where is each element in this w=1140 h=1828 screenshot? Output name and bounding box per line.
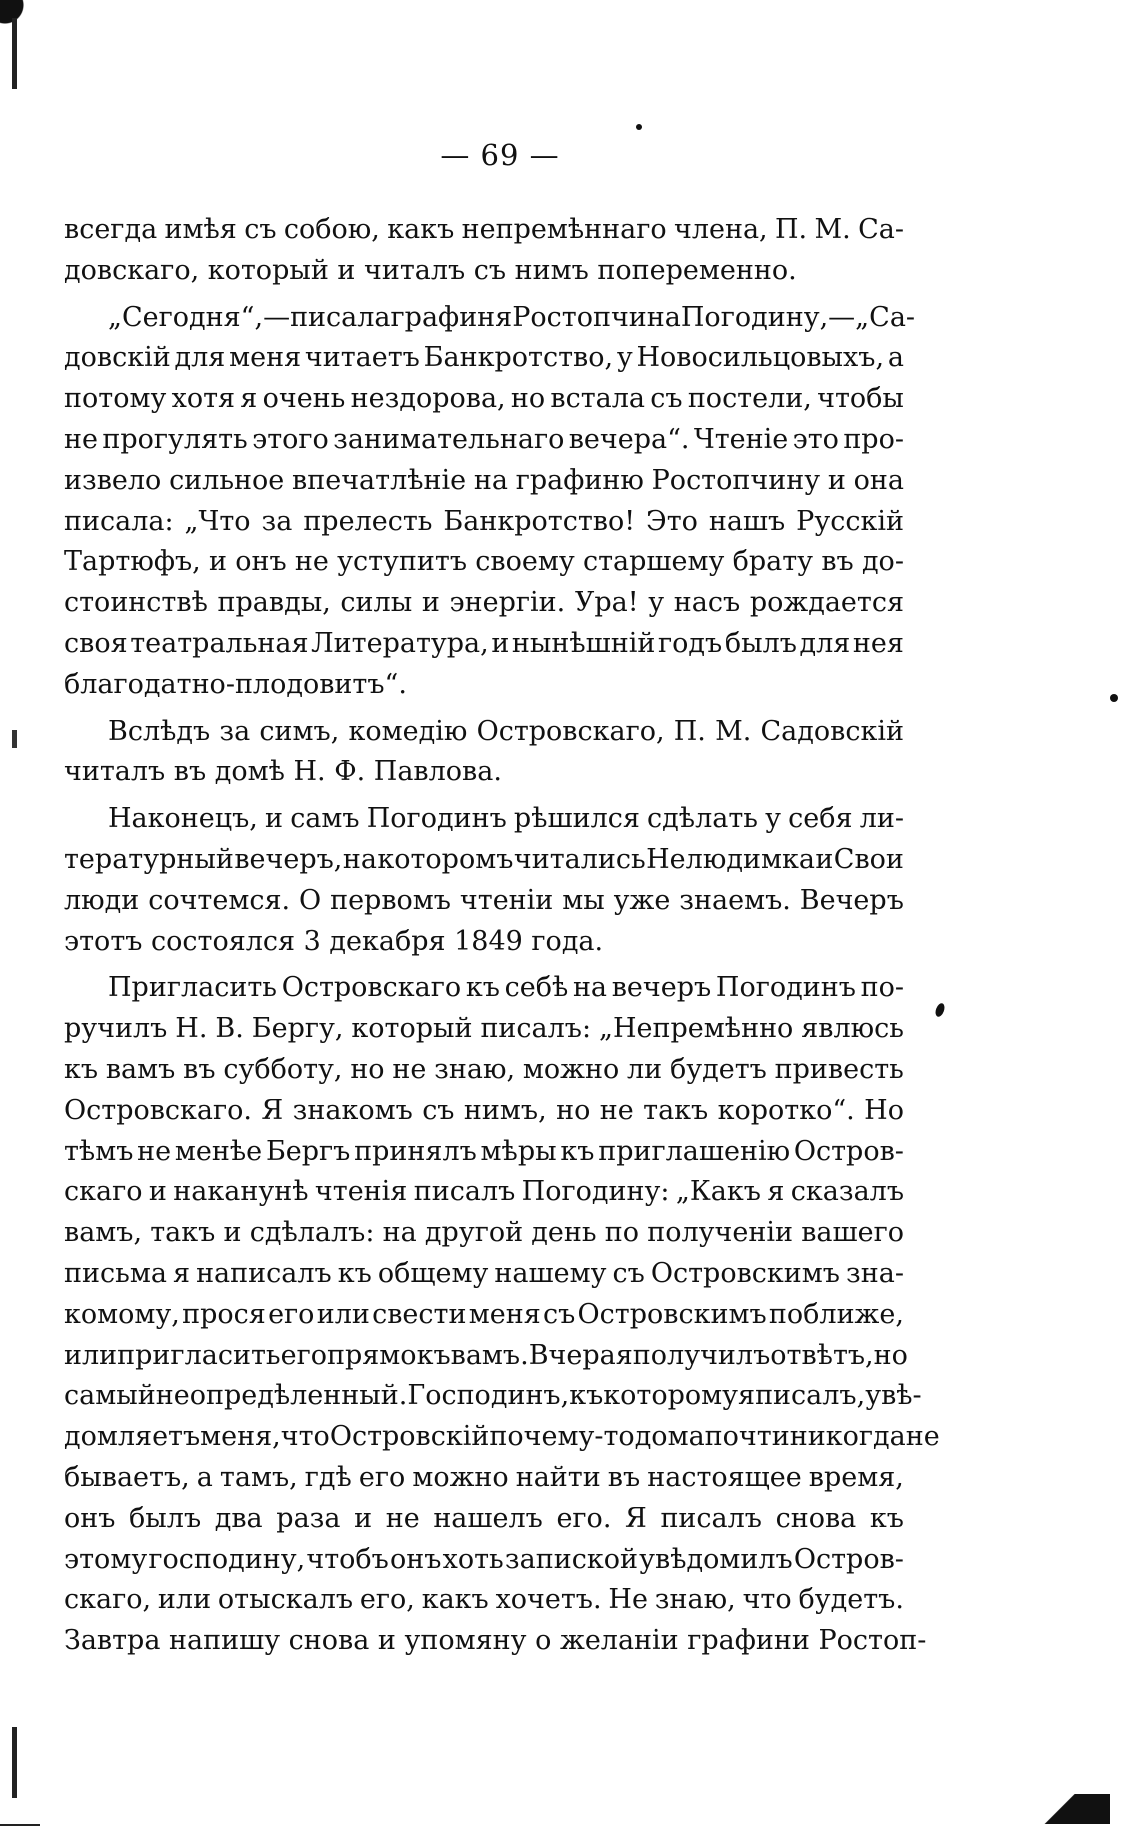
text-line: или пригласить его прямо къ вамъ. Вчера я получилъ отвѣтъ, но (64, 1339, 908, 1371)
text-line: благодатно-плодовитъ“. (64, 668, 407, 700)
text-line: потому хотя я очень нездорова, но встала съ постели, чтобы (64, 383, 904, 415)
text-line: не прогулять этого занимательнаго вечера“. Чтеніе это про- (64, 423, 904, 455)
page-number: — 69 — (440, 138, 560, 172)
text-line: Завтра напишу снова и упомяну о желаніи графини Ростоп- (64, 1625, 927, 1657)
ink-speck (934, 1002, 946, 1018)
scan-corner-mark-bottom (1020, 1794, 1110, 1824)
paragraph (64, 799, 904, 962)
paragraph (64, 298, 916, 706)
text-line: этому господину, чтобъ онъ хоть запиской увѣдомилъ Остров- (64, 1543, 904, 1575)
paragraph (64, 968, 940, 1662)
text-line: ручилъ Н. В. Бергу, который писалъ: „Непремѣнно явлюсь (64, 1013, 904, 1045)
text-line: самый неопредѣленный. Господинъ, къ которому я писалъ, увѣ- (64, 1380, 922, 1412)
text-line: Вслѣдъ за симъ, комедію Островскаго, П. М. Садовскій (108, 715, 904, 747)
ink-speck (636, 124, 642, 130)
text-line: извело сильное впечатлѣніе на графиню Ростопчину и она (64, 464, 904, 496)
text-line: тературный вечеръ, на которомъ читались Нелюдимка и Свои (64, 843, 904, 875)
text-line: писала: „Что за прелесть Банкротство! Это нашъ Русскій (64, 505, 904, 537)
text-line: читалъ въ домѣ Н. Ф. Павлова. (64, 756, 502, 788)
ink-speck (1110, 694, 1118, 702)
text-line: этотъ состоялся 3 декабря 1849 года. (64, 925, 604, 957)
text-line: къ вамъ въ субботу, но не знаю, можно ли будетъ привесть (64, 1053, 904, 1085)
text-line: комому, прося его или свести меня съ Островскимъ поближе, (64, 1298, 904, 1330)
text-line: вамъ, такъ и сдѣлалъ: на другой день по полученіи вашего (64, 1217, 904, 1249)
text-line: довскаго, который и читалъ съ нимъ попеременно. (64, 254, 797, 286)
text-line: Пригласить Островскаго къ себѣ на вечеръ Погодинъ по- (108, 972, 904, 1004)
text-line: „Сегодня“,—писала графиня Ростопчина Погодину,—„Са- (108, 301, 916, 333)
scan-corner-mark (0, 0, 40, 28)
text-line: Наконецъ, и самъ Погодинъ рѣшился сдѣлать у себя ли- (108, 803, 904, 835)
scan-left-edge (12, 18, 17, 1798)
body-text (64, 210, 940, 1662)
scan-bottom-edge (0, 1824, 40, 1826)
text-line: домляетъ меня, что Островскій по чему-то дома почти никогда не (64, 1421, 940, 1453)
text-line: Тартюфъ, и онъ не уступитъ своему старшему брату въ до- (64, 546, 904, 578)
text-line: скаго и наканунѣ чтенія писалъ Погодину: „Какъ я сказалъ (64, 1176, 904, 1208)
text-line: Островскаго. Я знакомъ съ нимъ, но не такъ коротко“. Но (64, 1094, 904, 1126)
text-line: довскій для меня читаетъ Банкротство, у Новосильцовыхъ, а (64, 342, 904, 374)
paragraph (64, 712, 904, 794)
text-line: скаго, или отыскалъ его, какъ хочетъ. Не знаю, что будетъ. (64, 1584, 904, 1616)
text-line: письма я написалъ къ общему нашему съ Островскимъ зна- (64, 1257, 904, 1289)
text-line: тѣмъ не менѣе Бергъ принялъ мѣры къ приглашенію Остров- (64, 1135, 904, 1167)
text-line: онъ былъ два раза и не нашелъ его. Я писалъ снова къ (64, 1502, 904, 1534)
text-line: своя театральная Литература, и нынѣшній годъ былъ для нея (64, 627, 904, 659)
text-line: всегда имѣя съ собою, какъ непремѣннаго члена, П. М. Са- (64, 214, 904, 245)
text-line: люди сочтемся. О первомъ чтеніи мы уже знаемъ. Вечеръ (64, 884, 904, 916)
text-line: бываетъ, а тамъ, гдѣ его можно найти въ настоящее время, (64, 1461, 904, 1493)
text-line: стоинствѣ правды, силы и энергіи. Ура! у насъ рождается (64, 587, 904, 619)
paragraph (64, 210, 904, 292)
